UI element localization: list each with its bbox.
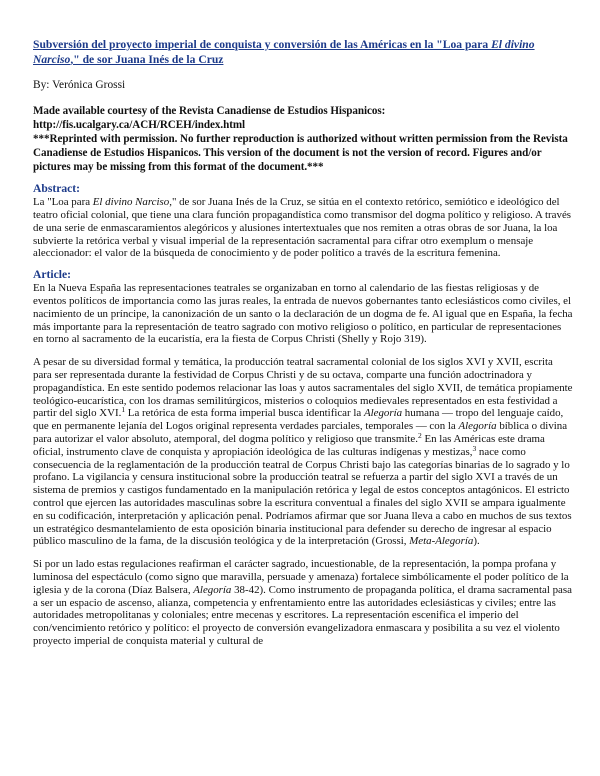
article-paragraph-1: En la Nueva España las representaciones teatrales se organizaban en torno al calendario de las fiestas religiosas y de eventos políticos de importancia como las juras reales, la entrada de nuevos gobernantes tanto eclesiásticos como civiles, el nacimiento de un príncipe, la canonización de un santo o la declaración de un dogma de fe. Al igual que en España, la fecha más importante para la representación de teatro sagrado con motivo religioso o político, en particular de representaciones en torno al sacramento de la eucaristía, era la fiesta de Corpus Christi (Shelly y Rojo 319). [33,282,573,346]
title-text-2: ," de sor Juana Inés de la Cruz [70,52,224,66]
document-page [33,38,573,648]
p2-text-1: A pesar de su diversidad formal y temática, la producción teatral sacramental colonial de los siglos XVI y XVII, escrita para ser representada durante la festividad de Corpus Christi y de su octava, comparte una función adoctrinadora y propagandística. En este sentido podemos relacionar las loas y autos sacramentales del siglo XVII, de temática propiamente teológico-eucarística, con los dramas semilitúrgicos, misterios o coloquios medievales representados en esta festividad a partir del siglo XVI. [33,356,573,420]
p3-text-1: Si por un lado estas regulaciones reafirman el carácter sagrado, incuestionable, de la representación, la pompa profana y luminosa del espectáculo (como signo que maravilla, persuade y amenaza) fortalece simbólicamente el poder político de la iglesia y de la corona (Díaz Balsera, [33,558,569,596]
p2-italic-2: Alegoría [458,420,497,433]
p3-italic-1: Alegoría [193,583,232,596]
p2-text-4: bíblica o divina para autorizar el valor absoluto, atemporal, del dogma político y religioso que transmite. [33,420,568,445]
p2-text-5: En las Américas este drama oficial, instrumento clave de conquista y apropiación ideológica de las culturas indígenas y mestizas, [33,432,545,458]
p2-italic-3: Meta-Alegoría [409,535,474,548]
p2-text-6: nace como consecuencia de la reglamentación de la producción teatral de Corpus Christi bajo las categorías binarias de lo sagrado y lo profano. La vigilancia y censura institucional sobre la producción teatral se refuerza a partir del siglo XVI a través de un sistema de premios y castigos fundamentado en la manipulación retórica y legal de estos conceptos antagónicos. El estricto control que ejercen las autoridades masculinas sobre la escritura conventual a finales del siglo XVII se ampara igualmente en su codificación, interpretación y aplicación penal. Podríamos afirmar que sor Juana lleva a cabo en muchos de sus textos un estratégico desmantelamiento de esta oposición binaria institucional para defender su derecho de ingresar al espacio público masculino de la fama, de la discusión teológica y de la interpretación (Grossi, [33,445,572,548]
p2-text-7: ). [473,535,480,548]
footnote-ref-2[interactable]: 2 [418,430,422,440]
article-title-link[interactable] [33,38,573,67]
p3-text-2: 38-42). Como instrumento de propaganda política, el drama sacramental pasa a ser un espacio de ascenso, alianza, competencia y enfrentamiento entre las autoridades eclesiásticas y civiles; entre las autoridades metropolitanas y coloniales; entre mecenas y escritores. La representación escenifica el imperio del con/vencimiento retórico y político: el proyecto de conversión evangelizadora enmascara y posibilita a su vez el violento proyecto imperial de conquista material y cultural de [33,583,572,647]
article-paragraph-2 [33,356,573,548]
article-paragraph-3 [33,558,573,648]
title-text-1: Subversión del proyecto imperial de conquista y conversión de las Américas en la "Loa para [33,38,492,51]
p2-italic-1: Alegoría [363,407,403,420]
author-line: By: Verónica Grossi [33,79,126,92]
abstract-text-2: ," de sor Juana Inés de la Cruz, se sitúa en el contexto retórico, semiótico e ideológico del teatro oficial colonial, que tiene una clara función propagandística como transmisor del dogma político y religioso. A través de una serie de enmascaramientos alegóricos y alusiones intertextuales que nos remiten a otras obras de sor Juana, la loa subvierte la retórica verbal y visual imperial de la representación sacramental para cifrar otro exemplum o mensaje aleccionador: el valor de la búsqueda de conocimiento y de poder político a través de la escritura femenina. [33,196,572,260]
permission-notice [33,104,573,174]
article-heading: Article: [33,268,71,282]
courtesy-line: Made available courtesy of the Revista Canadiense de Estudios Hispanicos: [33,105,386,118]
abstract-text [33,196,573,260]
title-italic: El divino Narciso [33,38,535,66]
abstract-italic: El divino Narciso [92,196,170,209]
p2-text-2: La retórica de esta forma imperial busca identificar la [125,407,364,420]
reprint-notice: ***Reprinted with permission. No further reproduction is authorized without written permission from the Revista Canadiense de Estudios Hispanicos. This version of the document is not the version of record. Figures and/or pictures may be missing from this format of the document.*** [33,133,568,174]
footnote-ref-3[interactable]: 3 [472,443,477,453]
source-url: http://fis.ucalgary.ca/ACH/RCEH/index.html [33,119,246,132]
abstract-text-1: La "Loa para [33,196,93,209]
footnote-ref-1[interactable]: 1 [121,405,126,415]
abstract-heading: Abstract: [33,182,81,196]
p2-text-3: humana — tropo del lenguaje caído, que en permanente lejanía del Logos original representa verdades parciales, temporales — con la [33,407,564,433]
